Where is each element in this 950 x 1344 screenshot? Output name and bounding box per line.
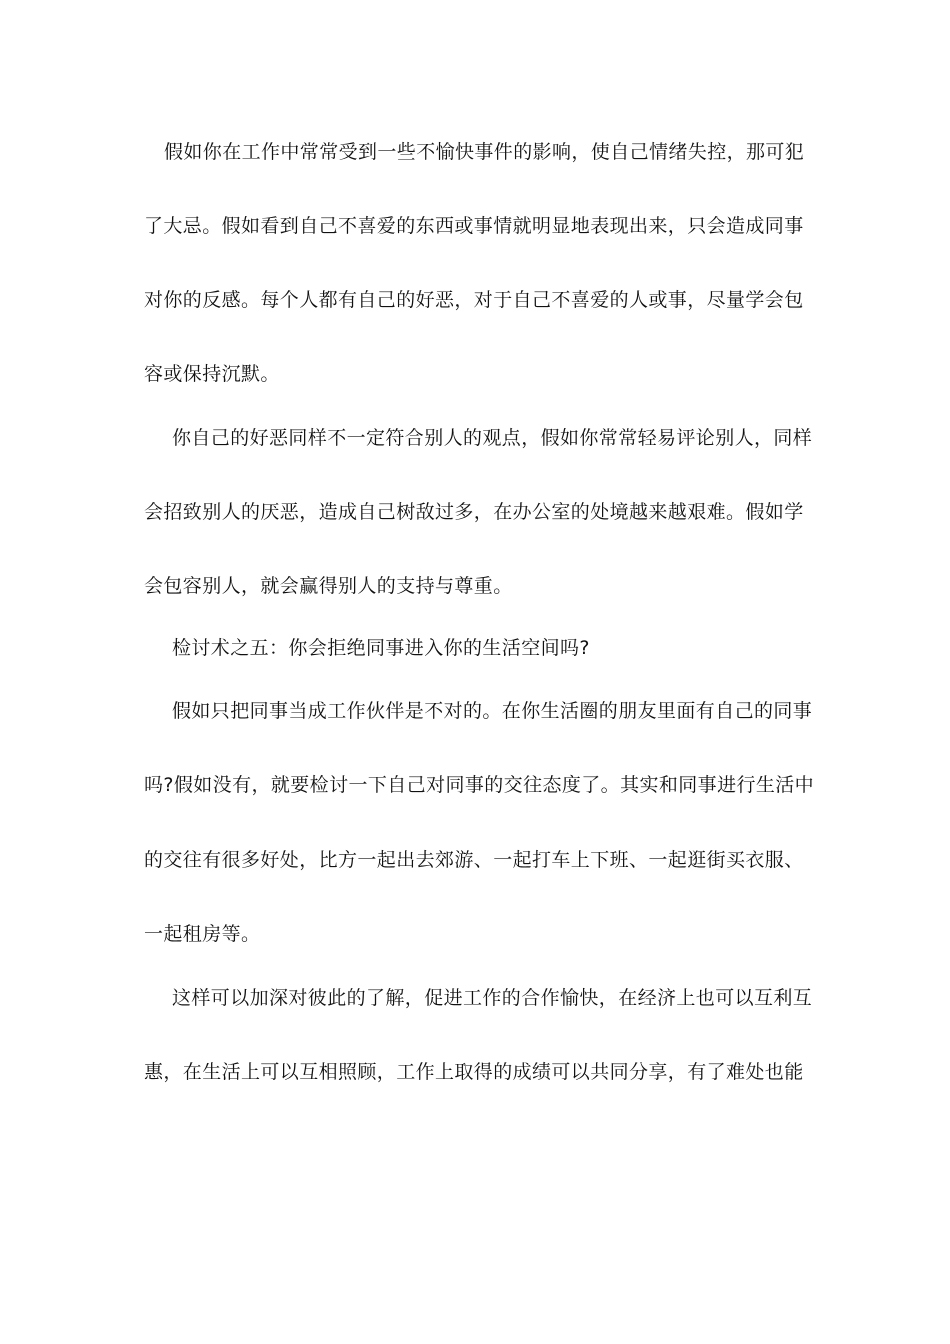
- paragraph-4-line-1: 这样可以加深对彼此的了解，促进工作的合作愉快，在经济上也可以互利互: [172, 987, 813, 1009]
- paragraph-1-line-3: 对你的反感。每个人都有自己的好恶，对于自己不喜爱的人或事，尽量学会包: [144, 289, 804, 311]
- paragraph-3-line-4: 一起租房等。: [144, 923, 261, 945]
- paragraph-2-line-1: 你自己的好恶同样不一定符合别人的观点，假如你常常轻易评论别人，同样: [172, 427, 813, 449]
- paragraph-3-line-2: 吗?假如没有，就要检讨一下自己对同事的交往态度了。其实和同事进行生活中: [144, 774, 815, 796]
- paragraph-1-line-4: 容或保持沉默。: [144, 363, 280, 385]
- section-heading: 检讨术之五：你会拒绝同事进入你的生活空间吗?: [172, 637, 590, 659]
- paragraph-4-line-2: 惠，在生活上可以互相照顾，工作上取得的成绩可以共同分享，有了难处也能: [144, 1061, 804, 1083]
- paragraph-2-line-3: 会包容别人，就会赢得别人的支持与尊重。: [144, 575, 513, 597]
- paragraph-3-line-3: 的交往有很多好处，比方一起出去郊游、一起打车上下班、一起逛街买衣服、: [144, 849, 804, 871]
- paragraph-2-line-2: 会招致别人的厌恶，造成自己树敌过多，在办公室的处境越来越艰难。假如学: [144, 501, 804, 523]
- paragraph-1-line-1: 假如你在工作中常常受到一些不愉快事件的影响，使自己情绪失控，那可犯: [164, 141, 805, 163]
- paragraph-1-line-2: 了大忌。假如看到自己不喜爱的东西或事情就明显地表现出来，只会造成同事: [144, 215, 804, 237]
- paragraph-3-line-1: 假如只把同事当成工作伙伴是不对的。在你生活圈的朋友里面有自己的同事: [172, 700, 813, 722]
